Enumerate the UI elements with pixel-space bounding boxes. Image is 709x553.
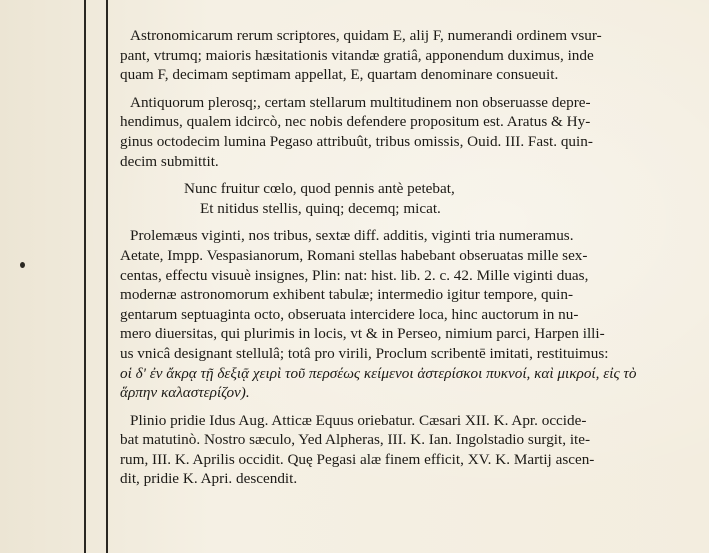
margin-dot [20,262,25,268]
greek-line: ἅρπην καλαστερίζον). [120,384,250,402]
text-line: hendimus, qualem idcircò, nec nobis defendere propositum est. Aratus & Hy- [120,113,591,131]
text-line: Plinio pridie Idus Aug. Atticæ Equus oriebatur. Cæsari XII. K. Apr. occide- [130,411,587,429]
text-line: Prolemæus viginti, nos tribus, sextæ diff. additis, viginti tria numeramus. [130,227,574,245]
paragraph-3 [120,226,692,402]
paragraph-4 [120,411,692,489]
verse-quotation [120,179,692,218]
paragraph-2 [120,93,692,171]
text-line: bat matutinò. Nostro sæculo, Yed Alpheras, III. K. Ian. Ingolstadio surgit, ite- [120,431,591,449]
text-line: mero diuersitas, qui plurimis in locis, vt & in Perseo, nimium parci, Harpen illi- [120,325,605,343]
paragraph-1 [120,26,692,85]
text-line: rum, III. K. Aprilis occidit. Quę Pegasi alæ finem efficit, XV. K. Martij ascen- [120,450,595,468]
text-line: modernæ astronomorum exhibent tabulæ; intermedio igitur tempore, quin- [120,286,574,304]
text-line: Astronomicarum rerum scriptores, quidam E, alij F, numerandi ordinem vsur- [130,27,602,44]
text-line: gentarum septuaginta octo, obseruata intercidere loca, hinc auctorum in nu- [120,305,579,323]
text-line: us vnicâ designant stellulâ; totâ pro virili, Proclum scribentē imitati, restituimus: [120,344,609,362]
text-line: quam F, decimam septimam appellat, E, quartam denominare consueuit. [120,66,559,84]
text-line: dit, pridie K. Apri. descendit. [120,470,298,488]
margin-rule-left [84,0,86,553]
margin-rule-right [106,0,108,553]
text-line: Aetate, Impp. Vespasianorum, Romani stellas habebant obseruatas mille sex- [120,246,588,264]
text-line: Antiquorum plerosq;, certam stellarum multitudinem non obseruasse depre- [130,93,591,111]
verse-line: Nunc fruitur cœlo, quod pennis antè petebat, [184,180,455,198]
greek-line: οἱ δ' ἐν ἄκρᾳ τῇ δεξιᾷ χειρὶ τοῦ περσέως κείμενοι ἀστερίσκοι πυκνοί, καὶ μικροί, εἰς τὸ [120,364,637,382]
body-text [120,26,692,497]
text-line: centas, effectu visuuè insignes, Plin: nat: hist. lib. 2. c. 42. Mille viginti duas, [120,266,589,284]
text-line: ginus octodecim lumina Pegaso attribuût, tribus omissis, Ouid. III. Fast. quin- [120,132,593,150]
verse-line: Et nitidus stellis, quinq; decemq; micat. [200,199,441,217]
text-line: decim submittit. [120,152,219,170]
text-line: pant, vtrumq; maioris hæsitationis vitandæ gratiâ, apponendum duximus, inde [120,46,594,64]
